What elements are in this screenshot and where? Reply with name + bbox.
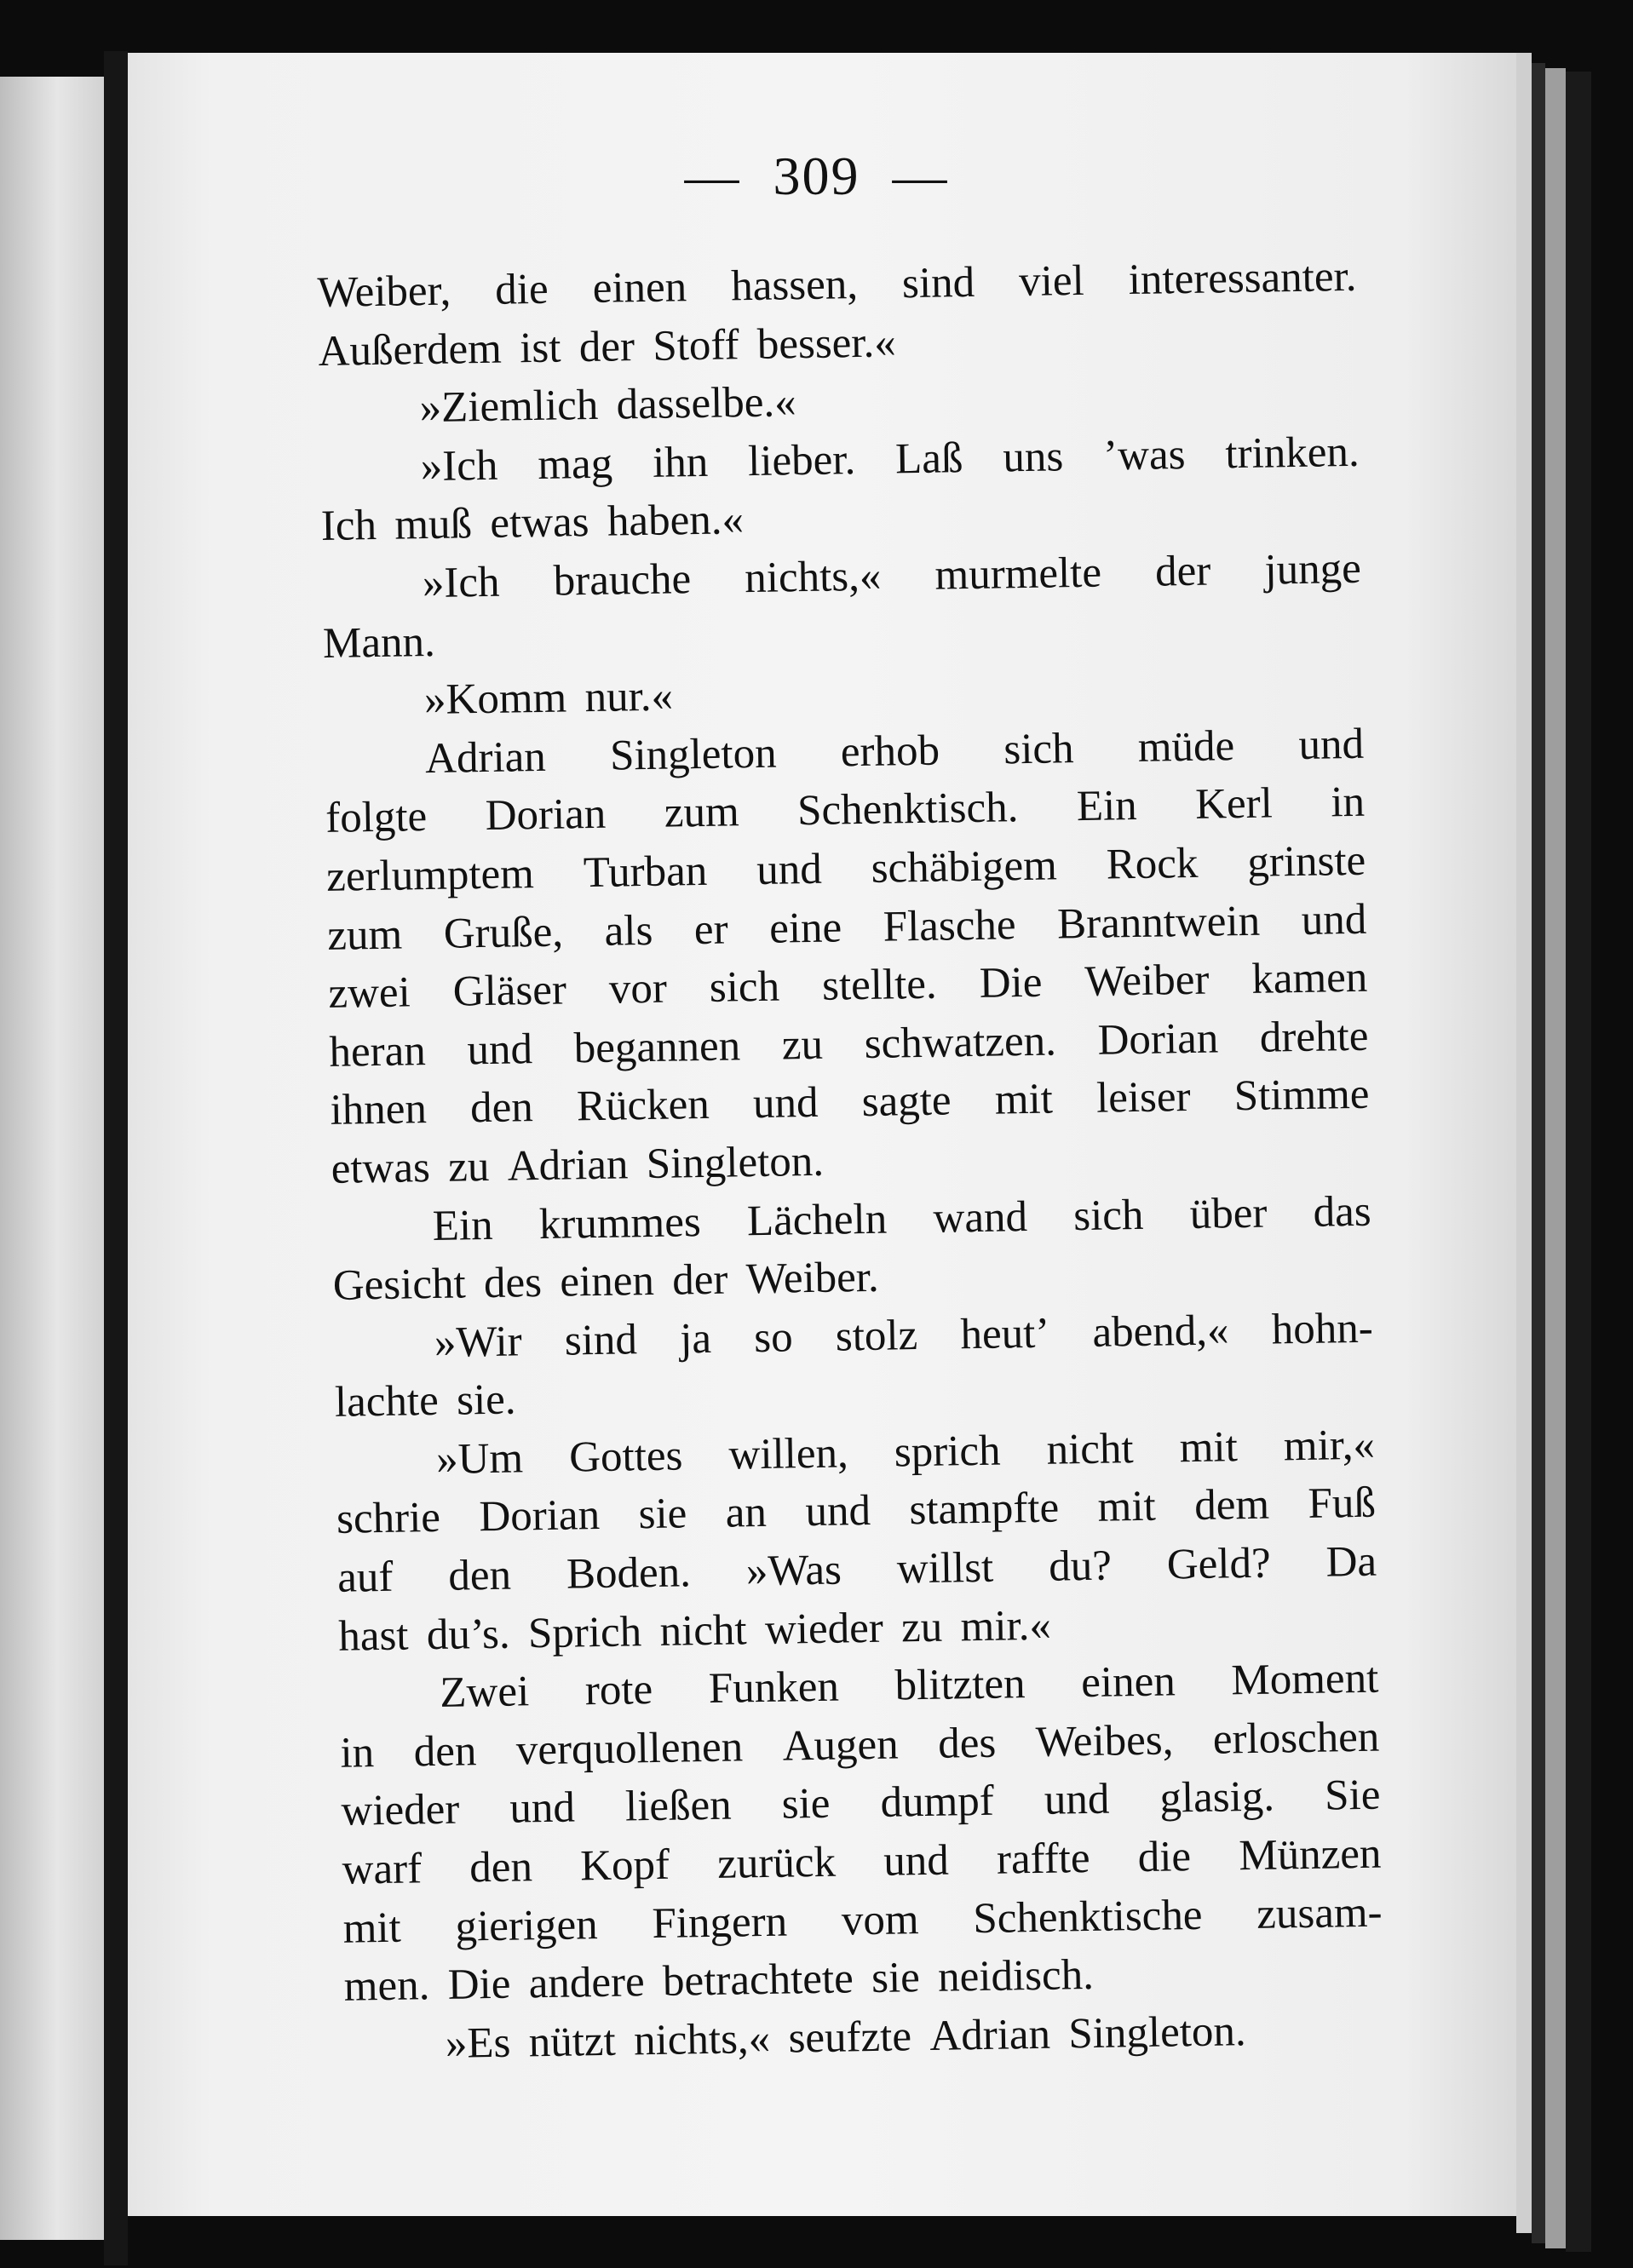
word: Gesicht (332, 1260, 467, 1310)
word: stampfte (909, 1484, 1060, 1535)
word: warf (342, 1845, 423, 1894)
word: sich (1003, 724, 1074, 774)
word: zwei (328, 968, 411, 1019)
page-number: 309 (773, 146, 860, 206)
page-number-dash-left: — (684, 146, 741, 206)
word: Fingern (651, 1898, 788, 1948)
word: sie (871, 1954, 921, 2003)
word: ihnen (330, 1085, 428, 1135)
word: nichts,« (633, 2014, 771, 2065)
left-facing-page-edge (0, 77, 104, 2240)
word: Mann. (322, 617, 436, 668)
word: leiser (1095, 1073, 1191, 1123)
word: etwas (489, 498, 589, 548)
word: an (725, 1489, 768, 1538)
word: abend,« (1092, 1306, 1229, 1357)
word: der (1154, 547, 1211, 596)
word: interessanter. (1128, 252, 1357, 305)
word: Weibes, (1035, 1716, 1174, 1766)
word: sagte (861, 1077, 952, 1127)
word: sind (564, 1315, 638, 1365)
word: in (340, 1729, 375, 1777)
word: junge (1264, 544, 1362, 594)
word: muß (394, 500, 473, 549)
word: blitzten (894, 1660, 1026, 1710)
word: Ein (432, 1201, 494, 1250)
word: erhob (840, 726, 940, 777)
word: du’s. (426, 1610, 511, 1659)
word: murmelte (934, 548, 1102, 600)
word: Gottes (568, 1432, 683, 1482)
word: Dorian (485, 790, 607, 841)
word: trinken. (1224, 428, 1360, 479)
word: Lächeln (746, 1195, 888, 1245)
word: brauche (553, 555, 692, 606)
word: Gruße, (443, 908, 564, 958)
word: nur.« (584, 672, 674, 722)
word: erloschen (1212, 1713, 1380, 1764)
word: das (1313, 1187, 1372, 1237)
word: »Es (445, 2018, 511, 2068)
word: Ich (320, 502, 377, 551)
word: rote (584, 1666, 653, 1715)
word: Sie (1324, 1771, 1381, 1821)
word: viel (1018, 256, 1085, 307)
word: Moment (1230, 1654, 1379, 1705)
word: Weiber. (745, 1253, 880, 1304)
word: Die (447, 1960, 511, 2010)
word: sie (781, 1780, 831, 1829)
word: einen (592, 263, 687, 313)
word: neidisch. (937, 1951, 1095, 2002)
word: den (447, 1551, 512, 1600)
word: Fuß (1308, 1479, 1377, 1529)
word: Rücken (576, 1081, 710, 1131)
word: nichts,« (744, 552, 882, 603)
word: raffte (996, 1834, 1090, 1884)
word: Singleton. (646, 1137, 825, 1188)
word: zum (326, 910, 403, 960)
word: Gläser (452, 966, 567, 1016)
word: men. (343, 1961, 430, 2011)
word: folgte (325, 793, 428, 843)
word: »Ich (420, 441, 498, 491)
word: zusam- (1256, 1888, 1383, 1938)
word: wieder (341, 1786, 460, 1836)
word: »Was (745, 1546, 842, 1596)
word: der (578, 322, 635, 371)
word: den (413, 1727, 477, 1777)
word: Dorian (1097, 1014, 1219, 1065)
word: so (753, 1313, 794, 1362)
word: hast (337, 1611, 409, 1661)
word: zurück (716, 1838, 837, 1888)
word: kamen (1251, 953, 1368, 1003)
word: Adrian (929, 2010, 1051, 2060)
word: Adrian (424, 732, 547, 783)
word: er (693, 905, 728, 954)
word: Münzen (1238, 1829, 1382, 1880)
word: und (1298, 720, 1365, 769)
word: Turban (583, 847, 708, 898)
word: »Komm (423, 674, 567, 725)
page-edge-shadow (1532, 63, 1545, 2243)
word: Kerl (1194, 779, 1274, 830)
word: einen (1080, 1657, 1176, 1708)
word: nützt (528, 2017, 617, 2067)
word: heut’ (960, 1309, 1050, 1358)
word: uns (1002, 433, 1064, 482)
word: Stimme (1233, 1071, 1370, 1121)
word: einen (559, 1257, 655, 1306)
word: Funken (708, 1662, 840, 1714)
word: Flasche (883, 900, 1016, 951)
word: mit (994, 1075, 1054, 1124)
word: Singleton (609, 729, 778, 780)
word: der (671, 1255, 728, 1305)
word: drehte (1259, 1012, 1369, 1062)
word: sie. (456, 1375, 516, 1425)
word: zu (900, 1603, 943, 1652)
word: den (469, 1083, 534, 1133)
word: willst (896, 1543, 994, 1593)
word: Stoff (652, 320, 739, 370)
word: lieber. (747, 435, 856, 485)
word: sie (638, 1490, 687, 1539)
word: Zwei (439, 1668, 530, 1718)
word: auf (336, 1553, 394, 1602)
word: wand (933, 1192, 1028, 1243)
word: und (805, 1487, 871, 1536)
word: zu (447, 1142, 490, 1191)
word: dem (1193, 1481, 1270, 1530)
word: und (1044, 1776, 1110, 1825)
page-number-dash-right: — (892, 146, 949, 206)
word: die (494, 265, 549, 314)
word: mir,« (1283, 1421, 1376, 1471)
word: heran (329, 1026, 427, 1077)
word: die (1137, 1833, 1192, 1882)
word: ist (519, 324, 561, 372)
word: nicht (659, 1605, 747, 1656)
word: des (483, 1259, 543, 1308)
word: etwas (331, 1143, 431, 1193)
word: Geld? (1166, 1539, 1272, 1589)
word: schwatzen. (864, 1017, 1057, 1068)
word: haben.« (607, 496, 745, 547)
body-text (317, 248, 1384, 2075)
word: dumpf (880, 1777, 995, 1828)
word: und (467, 1025, 533, 1075)
word: ja (679, 1314, 712, 1364)
word: »Wir (434, 1318, 523, 1367)
page-block-edge (1545, 68, 1566, 2248)
word: Schenktische (972, 1891, 1203, 1943)
word: Dorian (479, 1491, 601, 1542)
word: eine (768, 903, 842, 953)
word: Die (979, 958, 1043, 1008)
word: des (937, 1719, 997, 1768)
word: verquollenen (515, 1723, 744, 1775)
word: ihn (652, 438, 709, 487)
word: sich (709, 962, 780, 1012)
word: Sprich (527, 1607, 642, 1657)
word: Rock (1106, 839, 1199, 889)
word: du? (1048, 1542, 1113, 1591)
word: müde (1137, 721, 1235, 772)
word: schrie (336, 1494, 441, 1544)
word: betrachtete (662, 1955, 854, 2007)
word: mit (1097, 1483, 1157, 1532)
word: vor (608, 964, 668, 1013)
word: schäbigem (871, 841, 1058, 893)
word: »Um (435, 1434, 524, 1484)
word: in (1330, 778, 1366, 827)
word: und (756, 845, 823, 894)
word: Schenktisch. (796, 784, 1019, 835)
word: krummes (538, 1197, 702, 1249)
word: und (1301, 895, 1367, 945)
word: zum (664, 788, 740, 838)
word: »Ich (422, 558, 500, 608)
word: andere (528, 1958, 646, 2008)
word: und (883, 1836, 950, 1886)
word: mag (537, 439, 613, 489)
page-header (0, 145, 1633, 208)
word: Singleton. (1067, 2007, 1247, 2058)
word: Da (1325, 1537, 1377, 1587)
word: gierigen (455, 1900, 599, 1951)
word: als (604, 906, 653, 956)
word: zerlumptem (325, 850, 535, 901)
word: hassen, (730, 261, 859, 311)
word: Ein (1076, 782, 1138, 831)
word: glasig. (1159, 1773, 1275, 1823)
word: mit (342, 1903, 402, 1953)
word: nicht (1046, 1424, 1135, 1474)
word: stolz (835, 1311, 918, 1361)
word: Branntwein (1056, 897, 1261, 948)
word: grinste (1246, 836, 1366, 887)
word: zu (781, 1020, 824, 1070)
word: und (509, 1783, 576, 1834)
page-edge (1516, 53, 1532, 2233)
word: wieder (764, 1604, 884, 1654)
cover-edge (1566, 72, 1591, 2252)
word: und (752, 1079, 819, 1128)
word: ’was (1102, 430, 1186, 480)
word: sprich (894, 1427, 1001, 1477)
word: Kopf (579, 1840, 670, 1891)
word: »Ziemlich (419, 382, 599, 433)
word: sich (1072, 1191, 1144, 1240)
word: hohn- (1271, 1304, 1374, 1354)
word: den (469, 1843, 533, 1892)
word: vom (841, 1895, 919, 1945)
word: über (1189, 1189, 1268, 1238)
word: besser.« (756, 318, 897, 369)
word: Augen (782, 1720, 900, 1771)
word: dasselbe.« (616, 378, 797, 429)
word: Laß (894, 434, 963, 484)
word: Boden. (566, 1548, 692, 1599)
book-gutter (104, 51, 128, 2265)
word: begannen (573, 1022, 741, 1073)
word: lachte (334, 1377, 440, 1427)
word: Weiber (1084, 956, 1210, 1007)
word: ließen (624, 1782, 733, 1831)
word: willen, (728, 1429, 849, 1479)
word: Weiber, (317, 267, 451, 317)
word: Außerdem (318, 324, 503, 376)
word: Adrian (507, 1140, 629, 1191)
word: seufzte (788, 2012, 912, 2063)
word: stellte. (821, 960, 938, 1010)
word: mit (1179, 1423, 1239, 1473)
word: mir.« (960, 1601, 1052, 1651)
word: sind (901, 258, 975, 308)
